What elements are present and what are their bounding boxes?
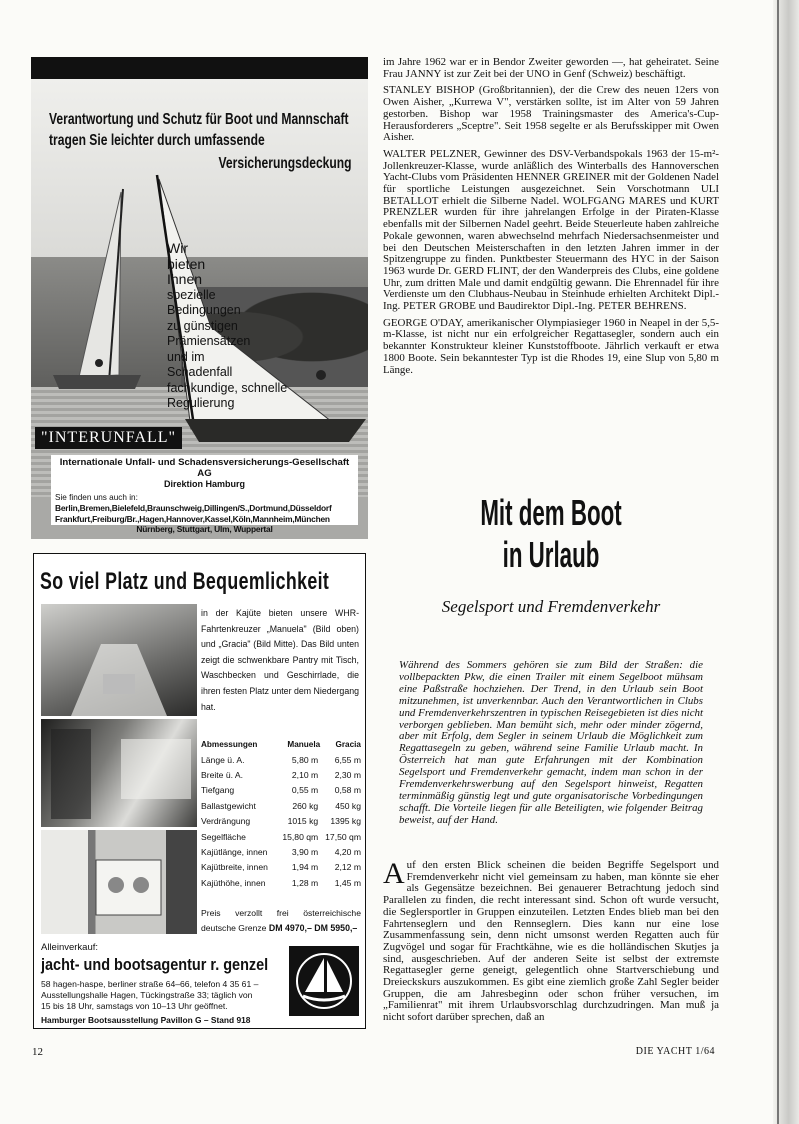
price-info: Preis verzollt frei österreichische deutsche Grenze DM 4970,– DM 5950,–: [201, 908, 361, 933]
insurance-info-box: [51, 455, 358, 535]
article-lead: Während des Sommers gehören sie zum Bild der Straßen: die vollbepackten Pkw, die einen Trailer mit einem Segelboot mühsam eine Paßstraße hochziehen. Der Trend, in den Urlaub sein Boot mitzunehmen, ist unverkennbar. Auch den Verantwortlichen in Clubs und Fremdenverkehrszentren in typischen Reisegebieten ist dies nicht verborgen geblieben. Man bemüht sich, mehr oder minder zögernd, aber mit Erfolg, dem Segler in seinem Urlaub die Möglichkeit zum Regattasegeln zu geben, während seine Familie Urlaub macht. In Österreich hat man gute Erfahrungen mit der Kombination Segelsport und Fremdenverkehr gemacht, indem man schon in der Fremdenverkehrswerbung auf den Segelsport hinweist, Regatten terminmäßig günstig legt und gute organisatorische Vorbedingungen schafft. Die Vorteile liegen für alle Beteiligten, wie folgender Beitrag beweist, auf der Hand.: [399, 659, 703, 826]
spec-row: Tiefgang 0,55 m 0,58 m: [201, 785, 361, 796]
insurance-headline: Verantwortung und Schutz für Boot und Mannschaft tragen Sie leichter durch umfassende: [49, 111, 349, 149]
spec-row: Breite ü. A. 2,10 m 2,30 m: [201, 770, 361, 781]
company-name: Internationale Unfall- und Schadensversicherungs-Gesellschaft AG: [59, 457, 350, 479]
spec-row: Ballastgewicht 260 kg 450 kg: [201, 800, 361, 811]
spec-row: Verdrängung 1015 kg 1395 kg: [201, 816, 361, 827]
dealer-label: Alleinverkauf:: [41, 942, 99, 953]
cabin-photo-gracia: [41, 719, 197, 827]
insurance-brand-name: "INTERUNFALL": [35, 427, 182, 449]
sail-text: Wir bieten Ihnen spezielle Bedingungen zu günstigen Prämiensätzen und im Schadenfall fachkundige, schnelle Regulierung: [167, 240, 288, 410]
news-paragraph: WALTER PELZNER, Gewinner des DSV-Verbandspokals 1963 der 15-m²-Jollenkreuzer-Klasse, wurde anläßlich des Winterballs des Hannoverschen Yacht-Clubs vom Präsidenten HENNER GREINER mit der Goldenen Nadel für sportliche Leistungen ausgezeichnet. Sein Vorschotmann ULI BETALLOT erhielt die Silberne Nadel. WOLFGANG MARES und KURT PRENZLER wurden für ihre jahrelangen Erfolge in der Piraten-Klasse ebenfalls mit der Silbernen Nadel geehrt. Beide Steuerleute haben zahlreiche Pokale gewonnen, waren abwechselnd mehrfach Niedersachsenmeister und bei den Deutschen Meisterschaften in den letzten Jahren immer in der Spitzengruppe zu finden. Punktbester Steuermann des HYC in der Saison 1963 wurde Dr. GERD FLINT, der den Wanderpreis des Clubs, eine goldene Uhr, zum dritten Male und damit endgültig gewann. Die Ehrennadel für ihre Verdienste um den Clubhaus-Neubau in Steinhude erhielten Architekt Dipl.-Ing. PETER GROBE und Baudirektor Dipl.-Ing. PETER BEHRENS.: [383, 147, 719, 313]
boat-advertisement: [33, 553, 366, 1029]
news-column: [383, 57, 719, 381]
news-paragraph: GEORGE O'DAY, amerikanischer Olympiasieger 1960 in Neapel in der 5,5-m-Klasse, ist nicht nur ein erfolgreicher Regattasegler, sondern auch ein bekannter Konstrukteur kleiner Kunststoffboote. Jährlich verkauft er etwa 1800 Boote. Sein bekanntester Typ ist die Rhodes 19, eine Slup von 5,80 m Länge.: [383, 316, 719, 376]
spec-row: Kajütbreite, innen 1,94 m 2,12 m: [201, 862, 361, 873]
insurance-headline-right: Versicherungsdeckung: [218, 155, 352, 172]
spec-header-row: Abmessungen Manuela Gracia: [201, 739, 361, 749]
price-manuela: DM 4970,–: [268, 923, 312, 933]
page-edge-shadow: [773, 0, 799, 1124]
insurance-advertisement: [31, 57, 368, 539]
page-footer: DIE YACHT 1/64: [635, 1046, 715, 1057]
spec-row: Segelfläche 15,80 qm 17,50 qm: [201, 831, 361, 842]
branch-cities: Berlin,Bremen,Bielefeld,Braunschweig,Dillingen/S.,Dortmund,Düsseldorf Frankfurt,Freiburg/Br.,Hagen,Hannover,Kassel,Köln,Mannheim,München Nürnberg, Stuttgart, Ulm, Wuppertal: [55, 503, 332, 535]
boat-description: in der Kajüte bieten unsere WHR-Fahrtenkreuzer „Manuela" (Bild oben) und „Gracia" (Bild Mitte). Das Bild unten zeigt die schwenkbare Pantry mit Tisch, Waschbecken und Geschirrlade, die ihren festen Platz unter dem Niedergang hat.: [201, 608, 359, 712]
dealer-name: jacht- und bootsagentur r. genzel: [41, 955, 269, 974]
page-number: 12: [32, 1046, 43, 1058]
boat-ad-title: So viel Platz und Bequemlichkeit: [40, 568, 330, 595]
article-headline: Mit dem Boot in Urlaub: [480, 492, 622, 575]
cabin-photo-manuela: [41, 604, 197, 716]
sailboat-logo-icon: [289, 946, 359, 1016]
dealer-address: 58 hagen-haspe, berliner straße 64–66, telefon 4 35 61 – Ausstellungshalle Hagen, Tückingstraße 33; täglich von 15 bis 18 Uhr, samstags von 10–13 Uhr geöffnet.: [41, 979, 259, 1011]
spec-row: Kajüthöhe, innen 1,28 m 1,45 m: [201, 877, 361, 888]
drop-cap: A: [383, 857, 405, 890]
spec-table: [201, 736, 361, 891]
article-body: A uf den ersten Blick scheinen die beiden Begriffe Segelsport und Fremdenverkehr nicht viel gemeinsam zu haben, man könnte sie eher als Gegensätze bezeichnen. Bei genauerer Betrachtung jedoch sind Parallelen zu finden, die recht interessant sind. Schon oft wurde versucht, die Seglersportler in Gruppen einzuteilen. Letzten Endes blieb man bei den Fahrtenseglern und den Rennseglern. Dies kann nur eine lose Zusammenfassung sein, denn nicht umsonst werden Regatten auch für Zugvögel und sogar für Frachtkähne, wie es die holländischen Skutjes ja sind, ausgeschrieben. Auf der anderen Seite ist selbst der extremste Regattasegler gerne geneigt, gelegentlich ohne Startverschiebung und Dreieckskurs auszukommen. Es gibt eine ziemlich große Zahl Segler beider Gruppen, die am Jahresbeginn oder schon früher versuchen, im „Familienrat" mit ihrem Urlaubsvorschlag durchzudringen. Man muß ja nicht sofort darüber sprechen, daß an: [383, 857, 719, 1024]
pantry-photo: [41, 830, 197, 934]
spec-row: Länge ü. A. 5,80 m 6,55 m: [201, 754, 361, 765]
spec-row: Kajütlänge, innen 3,90 m 4,20 m: [201, 847, 361, 858]
dealer-info: [41, 942, 291, 1025]
directorate: Direktion Hamburg: [163, 479, 245, 489]
price-gracia: DM 5950,–: [314, 923, 358, 933]
find-us-label: Sie finden uns auch in:: [55, 492, 138, 502]
news-paragraph: STANLEY BISHOP (Großbritannien), der die Crew des neuen 12ers von Owen Aisher, „Kurrewa V", verstärken sollte, ist im Alter von 59 Jahren gestorben. Bishop war 1958 Trainingsmaster des America's-Cup-Herausforderers „Sceptre". Seit 1958 segelte er als Berufsskipper mit Owen Aisher.: [383, 84, 719, 144]
dealer-fair-stand: Hamburger Bootsausstellung Pavillon G – Stand 918: [41, 1015, 251, 1026]
article-subheadline: Segelsport und Fremdenverkehr: [441, 597, 661, 616]
news-paragraph: im Jahre 1962 war er in Bendor Zweiter geworden —, hat geheiratet. Seine Frau JANNY ist zur Zeit bei der UNO in Genf (Schweiz) beschäftigt.: [383, 56, 719, 80]
